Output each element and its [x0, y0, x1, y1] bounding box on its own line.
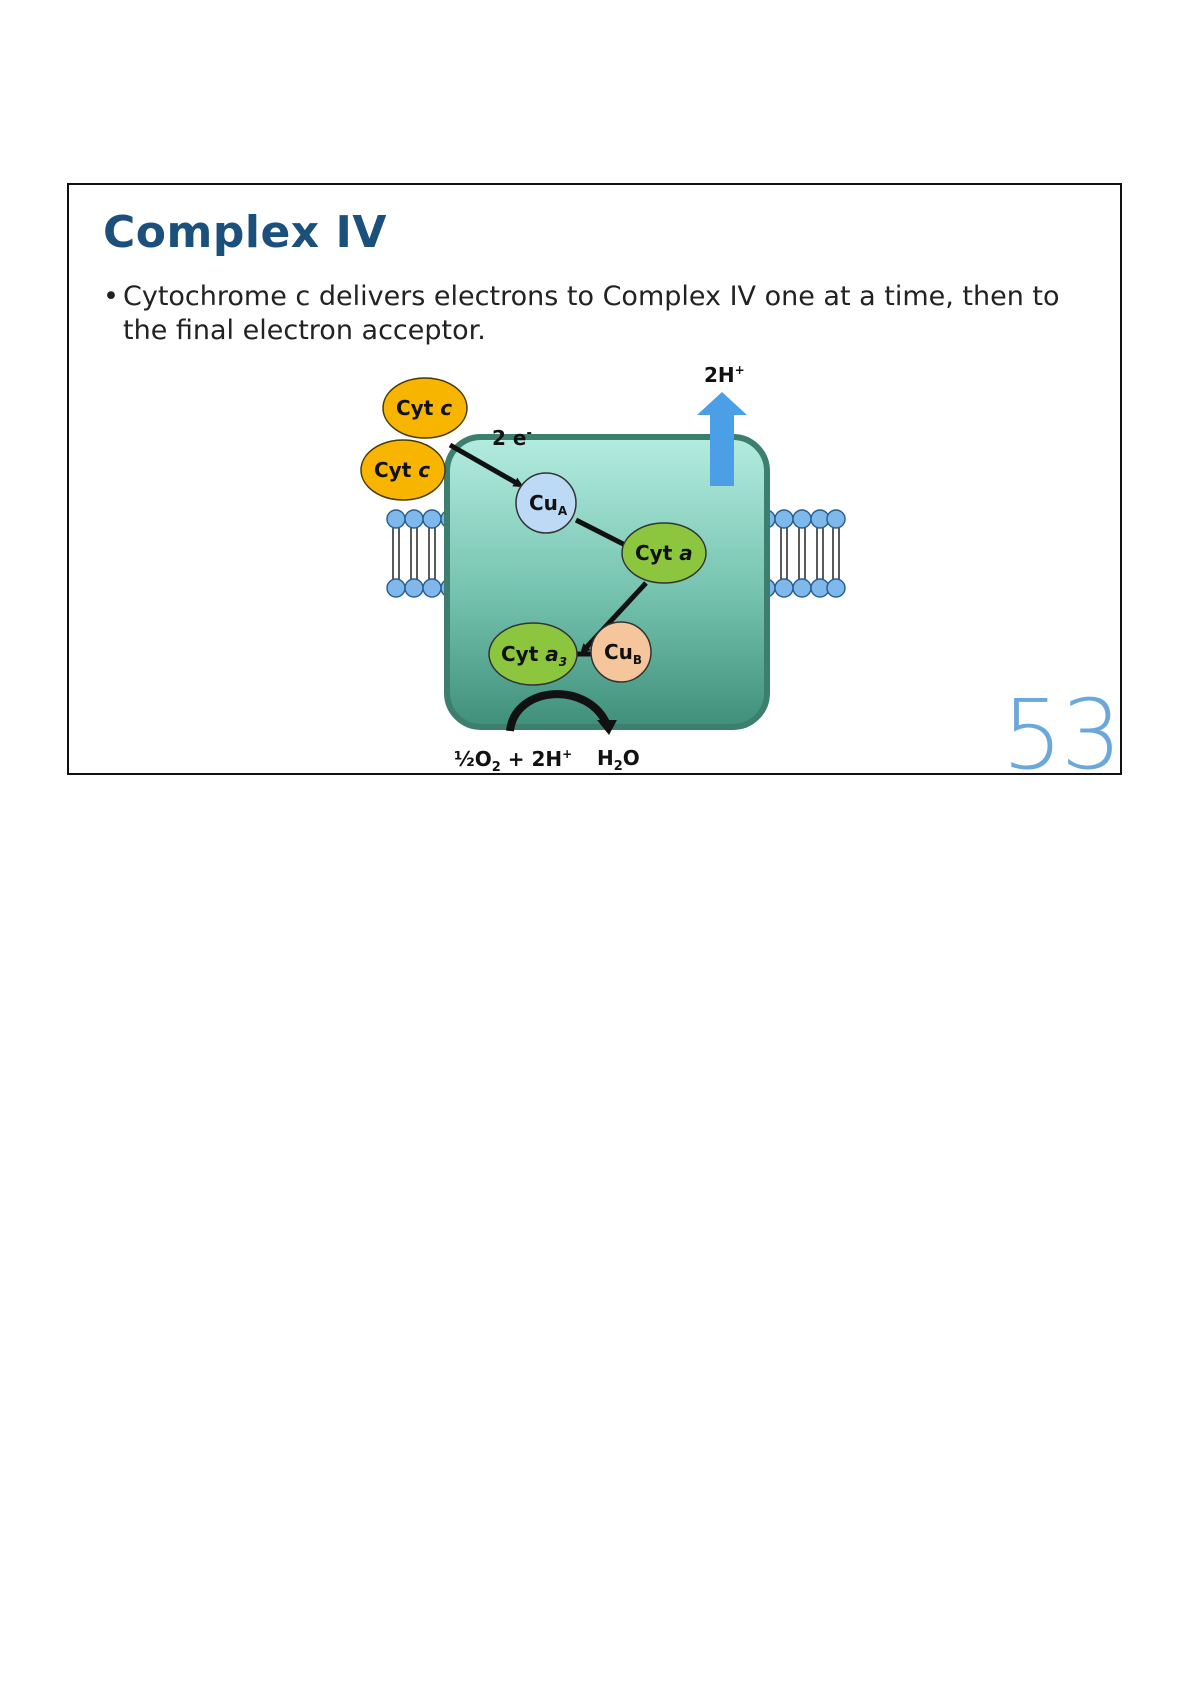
- bullet-marker: •: [103, 281, 119, 312]
- lipid-head: [793, 510, 811, 528]
- proton-out-label: 2H+: [704, 363, 745, 387]
- complex-iv-diagram: [69, 185, 1122, 775]
- lipid-head: [793, 579, 811, 597]
- cyt-a-label: Cyt a: [635, 541, 693, 565]
- cu-b-label: $Cu_B$: [604, 640, 643, 667]
- membrane-right: [757, 510, 845, 597]
- electrons-label: 2 e-: [492, 426, 532, 450]
- cyt-c-top-label: Cyt c: [396, 396, 453, 420]
- lipid-head: [423, 510, 441, 528]
- cyt-c-bottom-label: Cyt c: [374, 458, 431, 482]
- lipid-head: [827, 579, 845, 597]
- lipid-head: [827, 510, 845, 528]
- reactant-label: $\frac{1}{2}O_2 + 2H^+$: [454, 747, 573, 775]
- bullet-text: Cytochrome c delivers electrons to Complex IV one at a time, then to the final electron acceptor.: [123, 281, 1060, 346]
- lipid-head: [405, 510, 423, 528]
- lipid-head: [387, 579, 405, 597]
- lipid-head: [387, 510, 405, 528]
- lipid-head: [405, 579, 423, 597]
- lipid-head: [775, 579, 793, 597]
- cu-a-label: $Cu_A$: [529, 491, 568, 518]
- cyt-a3-label: Cyt $a_3$: [501, 642, 568, 669]
- lipid-head: [423, 579, 441, 597]
- lipid-head: [775, 510, 793, 528]
- product-label: $H_2O$: [597, 746, 640, 774]
- slide: [67, 183, 1122, 775]
- page-number: 53: [1001, 679, 1120, 775]
- slide-title: Complex IV: [103, 207, 387, 258]
